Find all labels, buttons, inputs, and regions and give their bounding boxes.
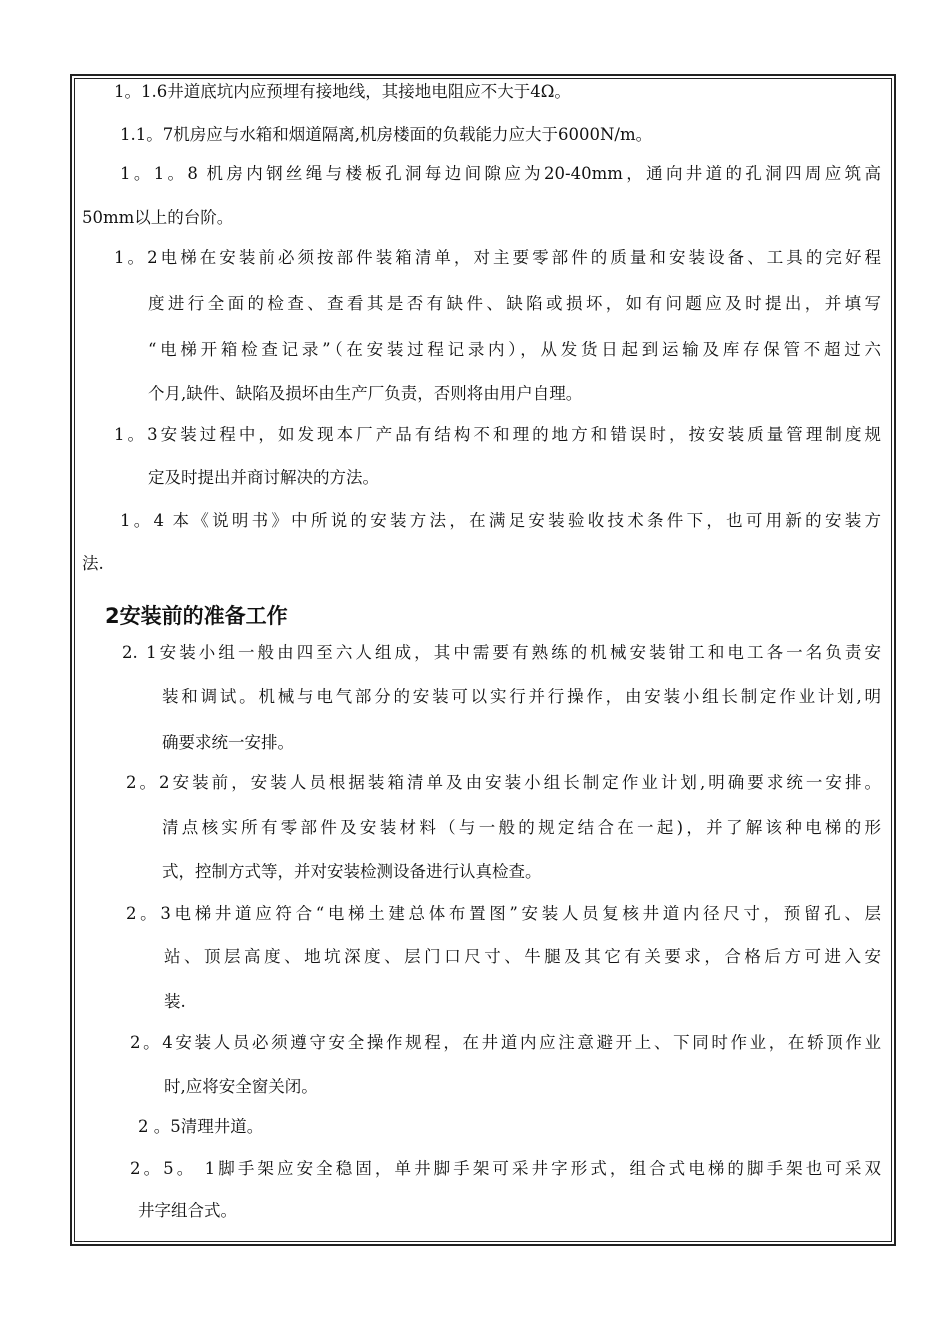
text-line: 1.1。7机房应与水箱和烟道隔离,机房楼面的负载能力应大于6000N/m。 xyxy=(120,125,653,144)
text-line: 式，控制方式等，并对安装检测设备进行认真检查。 xyxy=(162,862,542,881)
section-heading: 2安装前的准备工作 xyxy=(105,604,288,628)
text-line: 2。3电梯井道应符合“电梯土建总体布置图”安装人员复核井道内径尺寸，预留孔、层 xyxy=(126,904,881,923)
text-line: 2。4安装人员必须遵守安全操作规程，在井道内应注意避开上、下同时作业，在轿顶作业 xyxy=(130,1033,881,1052)
text-line: 定及时提出并商讨解决的方法。 xyxy=(148,468,379,487)
text-line: 2。5。 1脚手架应安全稳固，单井脚手架可采井字形式，组合式电梯的脚手架也可采双 xyxy=(130,1159,881,1178)
text-line: 度进行全面的检查、查看其是否有缺件、缺陷或损坏，如有问题应及时提出，并填写 xyxy=(148,294,881,313)
text-line: 2 。5清理井道。 xyxy=(138,1117,264,1136)
text-line: 清点核实所有零部件及安装材料（与一般的规定结合在一起)，并了解该种电梯的形 xyxy=(162,818,881,837)
text-line: 1。2电梯在安装前必须按部件装箱清单，对主要零部件的质量和安装设备、工具的完好程 xyxy=(114,248,881,267)
text-line: 站、顶层高度、地坑深度、层门口尺寸、牛腿及其它有关要求，合格后方可进入安 xyxy=(164,947,881,966)
text-line: 1。3安装过程中，如发现本厂产品有结构不和理的地方和错误时，按安装质量管理制度规 xyxy=(114,425,881,444)
text-line: 装. xyxy=(164,992,186,1011)
text-line: 法. xyxy=(82,554,104,573)
text-line: 井字组合式。 xyxy=(138,1201,237,1220)
text-line: “电梯开箱检查记录”（在安装过程记录内），从发货日起到运输及库存保管不超过六 xyxy=(148,340,881,359)
text-line: 1。1.6井道底坑内应预埋有接地线，其接地电阻应不大于4Ω。 xyxy=(114,82,571,101)
text-line: 2. 1安装小组一般由四至六人组成，其中需要有熟练的机械安装钳工和电工各一名负责安 xyxy=(122,643,881,662)
text-line: 50mm以上的台阶。 xyxy=(82,208,234,227)
text-line: 个月,缺件、缺陷及损坏由生产厂负责，否则将由用户自理。 xyxy=(148,384,583,403)
text-line: 2。2安装前，安装人员根据装箱清单及由安装小组长制定作业计划,明确要求统一安排。 xyxy=(126,773,881,792)
text-line: 1。1。8 机房内钢丝绳与楼板孔洞每边间隙应为20-40mm，通向井道的孔洞四周应筑高 xyxy=(120,164,881,183)
text-line: 确要求统一安排。 xyxy=(162,733,294,752)
text-line: 装和调试。机械与电气部分的安装可以实行并行操作，由安装小组长制定作业计划,明 xyxy=(162,687,881,706)
text-line: 时,应将安全窗关闭。 xyxy=(164,1077,318,1096)
text-line: 1。4 本《说明书》中所说的安装方法，在满足安装验收技术条件下，也可用新的安装方 xyxy=(120,511,881,530)
